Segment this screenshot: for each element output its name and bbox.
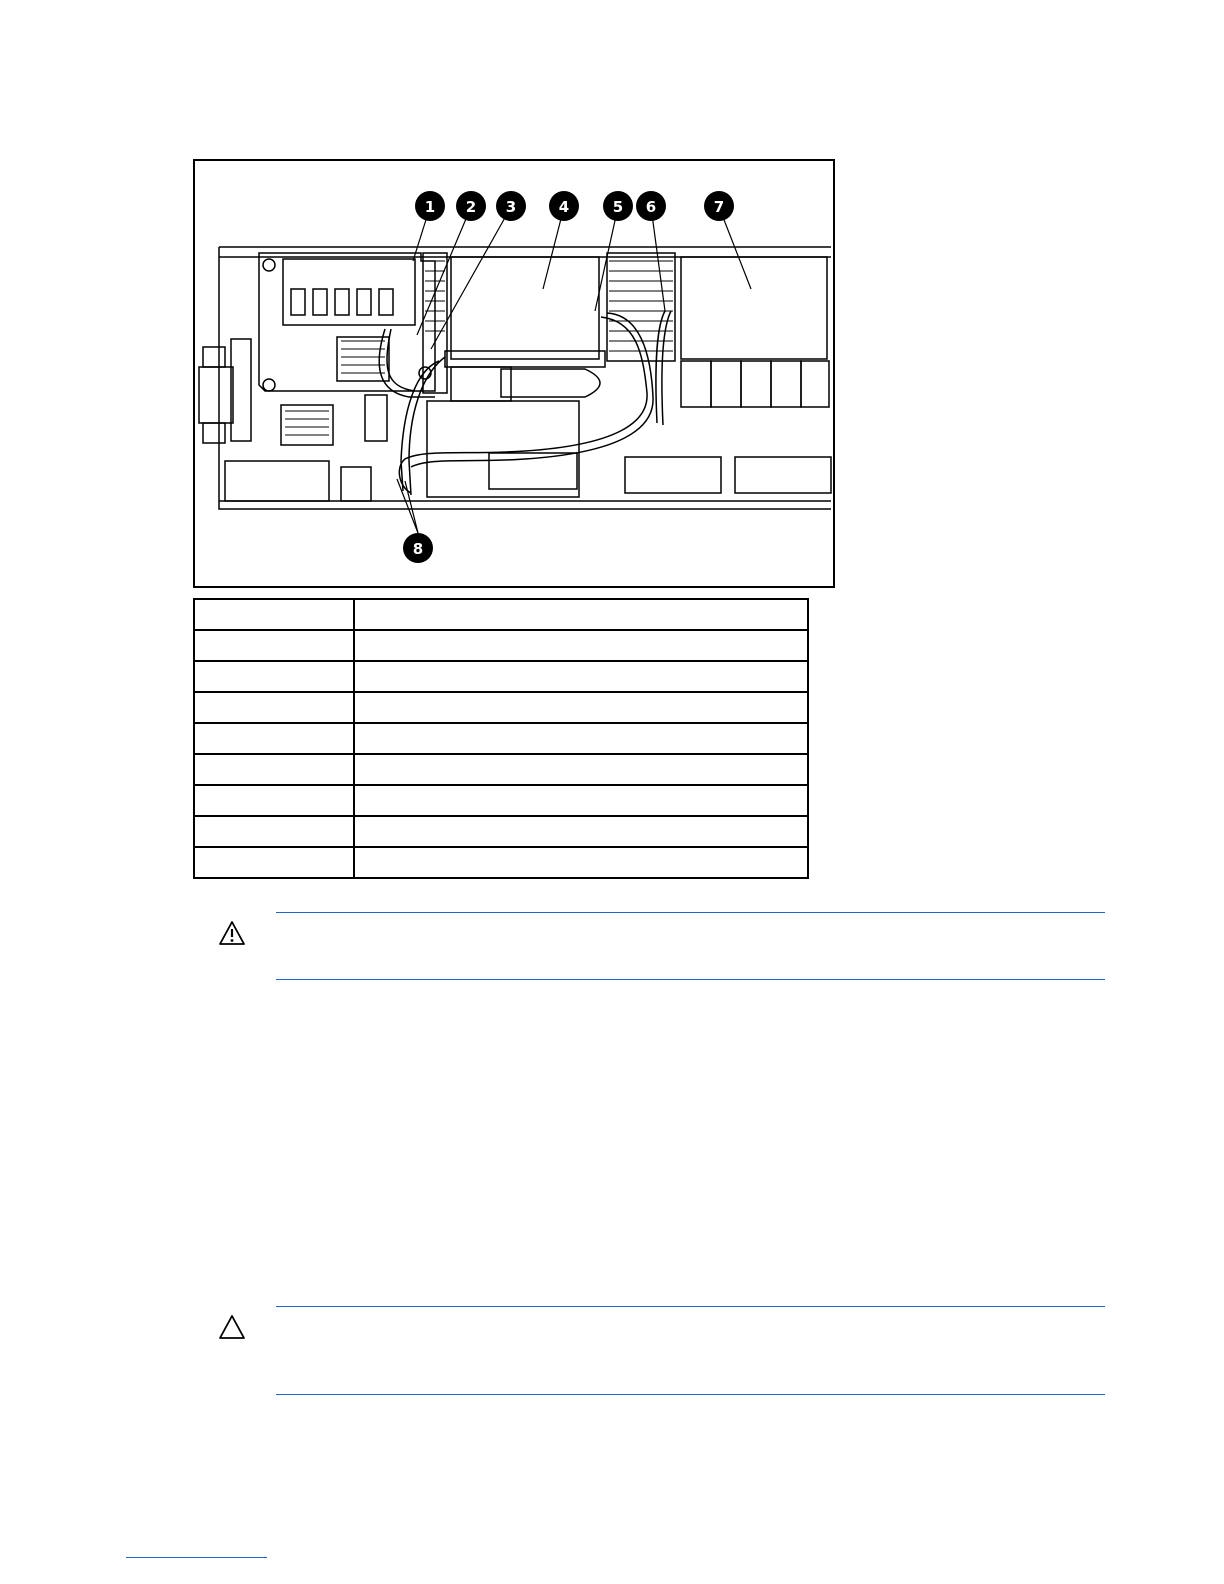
item-cell: [194, 692, 354, 723]
item-cell: [194, 816, 354, 847]
description-cell: [354, 816, 808, 847]
callout-3: 3: [505, 198, 517, 216]
table-row: [194, 630, 808, 661]
description-cell: [354, 661, 808, 692]
figure-drawing: [195, 161, 833, 586]
callout-5: 5: [612, 198, 624, 216]
description-cell: [354, 723, 808, 754]
warning-note: [276, 912, 1105, 980]
table-row: [194, 661, 808, 692]
callout-4: 4: [558, 198, 570, 216]
table-row: [194, 785, 808, 816]
warning-triangle-icon: [218, 920, 246, 951]
description-cell: [354, 692, 808, 723]
table-row: [194, 754, 808, 785]
callout-8: 8: [412, 540, 424, 558]
callout-7: 7: [713, 198, 725, 216]
description-cell: [354, 630, 808, 661]
table-row: [194, 692, 808, 723]
table-row: [194, 816, 808, 847]
item-cell: [194, 785, 354, 816]
footer-link-underline: [126, 1557, 267, 1558]
table-row: [194, 599, 808, 630]
callout-legend-table: [193, 598, 809, 879]
item-cell: [194, 723, 354, 754]
description-cell: [354, 847, 808, 878]
callout-2: 2: [465, 198, 477, 216]
description-cell: [354, 599, 808, 630]
caution-note: [276, 1306, 1105, 1395]
description-cell: [354, 754, 808, 785]
server-cabling-figure: [193, 159, 835, 588]
item-cell: [194, 599, 354, 630]
item-cell: [194, 661, 354, 692]
table-row: [194, 723, 808, 754]
caution-triangle-icon: [218, 1314, 246, 1345]
description-cell: [354, 785, 808, 816]
callout-1: 1: [424, 198, 436, 216]
item-cell: [194, 630, 354, 661]
item-cell: [194, 847, 354, 878]
table-row: [194, 847, 808, 878]
item-cell: [194, 754, 354, 785]
callout-6: 6: [645, 198, 657, 216]
